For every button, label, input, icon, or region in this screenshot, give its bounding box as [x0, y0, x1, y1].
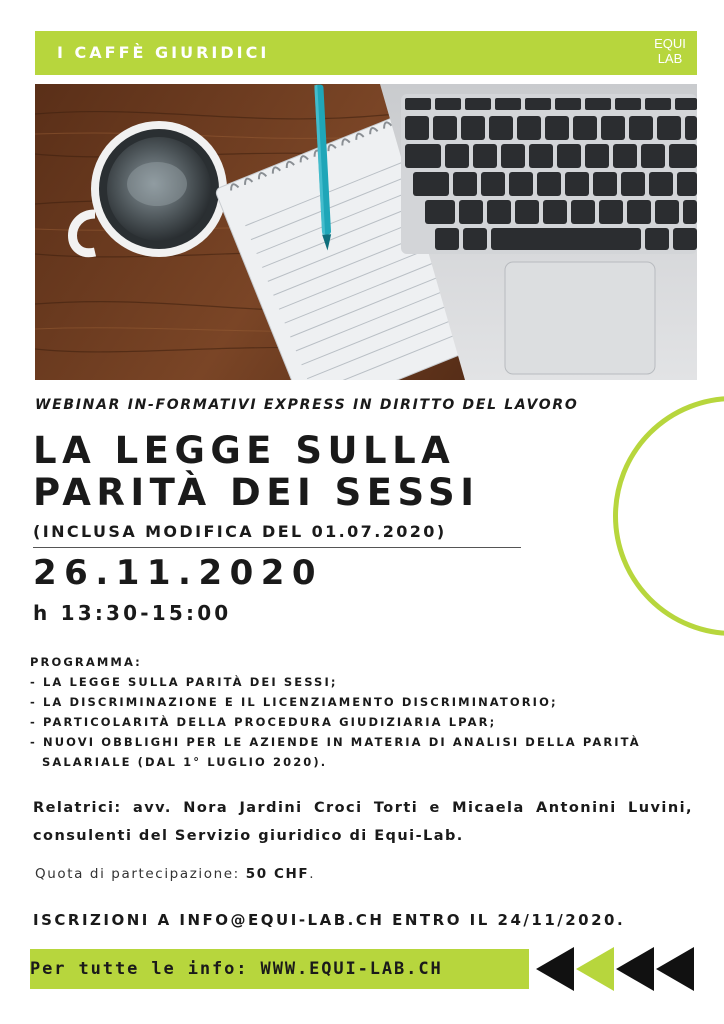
- program-item: - LA DISCRIMINAZIONE E IL LICENZIAMENTO DISCRIMINATORIO;: [30, 695, 558, 709]
- arrow-left-icon: [576, 947, 614, 991]
- event-title-line-2: PARITÀ DEI SESSI: [33, 471, 480, 514]
- event-time: h 13:30-15:00: [33, 601, 232, 625]
- arrow-left-icon: [616, 947, 654, 991]
- info-bar[interactable]: [30, 949, 529, 989]
- program-heading: PROGRAMMA:: [30, 655, 142, 669]
- divider: [33, 547, 521, 548]
- event-title-note: (INCLUSA MODIFICA DEL 01.07.2020): [33, 522, 447, 541]
- desk-photo-illustration: [35, 84, 697, 380]
- header-bar: [35, 31, 697, 75]
- event-subtitle: WEBINAR IN-FORMATIVI EXPRESS IN DIRITTO DEL LAVORO: [35, 397, 579, 413]
- program-item: - PARTICOLARITÀ DELLA PROCEDURA GIUDIZIARIA LPAR;: [30, 715, 497, 729]
- participation-fee: [35, 866, 315, 882]
- fee-amount: 50 CHF: [245, 866, 310, 882]
- arrow-left-icon: [536, 947, 574, 991]
- decorative-arrows: [536, 947, 696, 991]
- speakers-text: Relatrici: avv. Nora Jardini Croci Torti e Micaela Antonini Luvini, consulenti del Servizio giuridico di Equi-Lab.: [33, 800, 693, 844]
- event-title-line-1: LA LEGGE SULLA: [33, 429, 456, 472]
- program-section: [30, 652, 690, 772]
- arrow-left-icon: [656, 947, 694, 991]
- fee-suffix: .: [309, 866, 316, 882]
- program-item-continuation: SALARIALE (DAL 1° LUGLIO 2020).: [42, 755, 328, 769]
- decorative-ring: [613, 396, 724, 636]
- info-website-link[interactable]: Per tutte le info: WWW.EQUI-LAB.CH: [30, 959, 443, 979]
- header-photo: [35, 84, 697, 380]
- series-title: I CAFFÈ GIURIDICI: [57, 43, 270, 62]
- program-item: - LA LEGGE SULLA PARITÀ DEI SESSI;: [30, 675, 338, 689]
- program-item: - NUOVI OBBLIGHI PER LE AZIENDE IN MATERIA DI ANALISI DELLA PARITÀ: [30, 735, 641, 749]
- event-title: [33, 430, 593, 514]
- fee-label: Quota di partecipazione:: [35, 866, 240, 882]
- event-date: 26.11.2020: [33, 553, 324, 593]
- registration-info: ISCRIZIONI A INFO@EQUI-LAB.CH ENTRO IL 24/11/2020.: [33, 911, 626, 929]
- equi-lab-logo: EQUI LAB: [654, 36, 686, 66]
